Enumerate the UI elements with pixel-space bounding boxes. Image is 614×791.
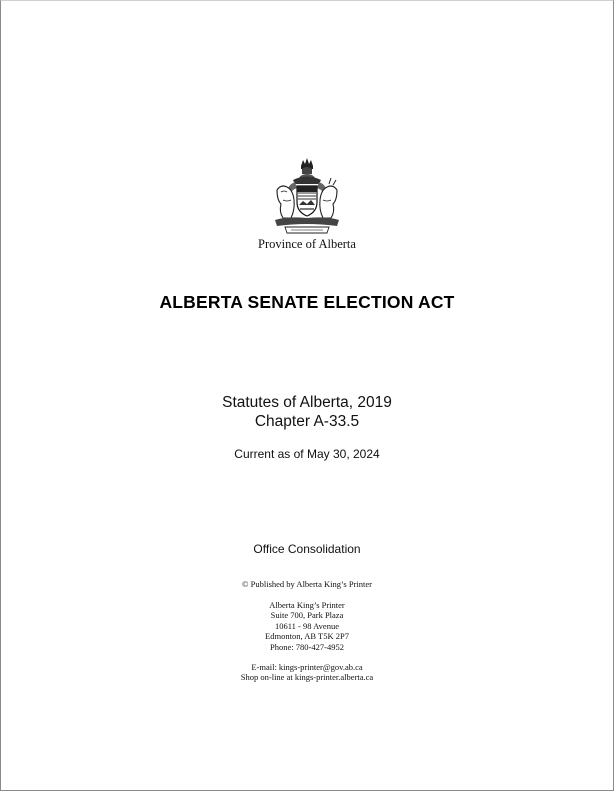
address-line: Suite 700, Park Plaza — [270, 610, 344, 621]
address-line: Alberta King’s Printer — [269, 600, 345, 610]
published-by: © Published by Alberta King’s Printer — [242, 579, 372, 589]
act-title: ALBERTA SENATE ELECTION ACT — [159, 292, 455, 312]
office-consolidation: Office Consolidation — [253, 542, 361, 556]
statutes-line: Statutes of Alberta, 2019 — [222, 394, 392, 411]
alberta-coat-of-arms-icon — [267, 156, 347, 236]
province-label: Province of Alberta — [258, 237, 356, 251]
email-line: E-mail: kings-printer@gov.ab.ca — [251, 662, 363, 672]
shop-online-line: Shop on-line at kings-printer.alberta.ca — [240, 672, 374, 683]
publisher-contact — [1, 662, 613, 683]
publisher-address — [1, 600, 613, 652]
statute-citation — [1, 393, 613, 431]
phone-line: Phone: 780-427-4952 — [270, 641, 344, 652]
current-as-of: Current as of May 30, 2024 — [234, 447, 380, 461]
address-line: 10611 - 98 Avenue — [275, 620, 339, 631]
address-line: Edmonton, AB T5K 2P7 — [265, 631, 349, 642]
chapter-line: Chapter A-33.5 — [254, 413, 360, 430]
